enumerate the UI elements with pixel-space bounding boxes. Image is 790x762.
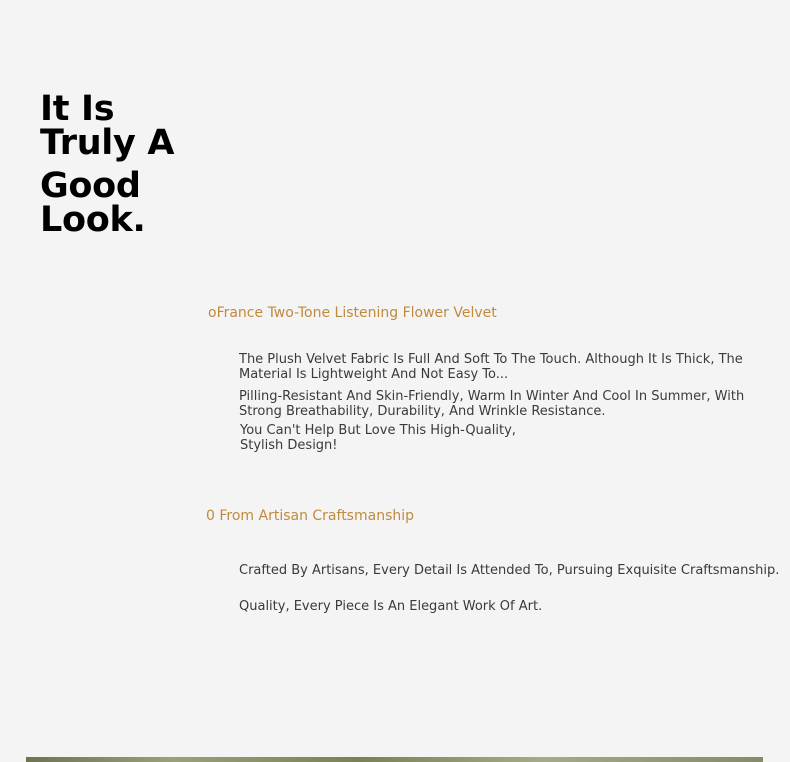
feature-paragraph-craftsmanship-detail: Crafted By Artisans, Every Detail Is Attended To, Pursuing Exquisite Craftsmanship. bbox=[239, 563, 780, 578]
feature-heading-craftsmanship: 0 From Artisan Craftsmanship bbox=[206, 508, 415, 524]
hero-title-line-2: Truly A bbox=[40, 123, 175, 163]
feature-paragraph-velvet-design: You Can't Help But Love This High-Quality, Stylish Design! bbox=[240, 423, 516, 453]
feature-paragraph-craftsmanship-quality: Quality, Every Piece Is An Elegant Work Of Art. bbox=[239, 599, 543, 614]
hero-title bbox=[40, 89, 175, 240]
feature-paragraph-velvet-durability: Pilling-Resistant And Skin-Friendly, Warm In Winter And Cool In Summer, With Strong Breathability, Durability, And Wrinkle Resistance. bbox=[239, 389, 745, 419]
hero-title-line-3: Good bbox=[40, 166, 141, 206]
feature-paragraph-velvet-softness: The Plush Velvet Fabric Is Full And Soft To The Touch. Although It Is Thick, The Material Is Lightweight And Not Easy To... bbox=[239, 352, 743, 382]
hero-title-line-4: Look. bbox=[40, 200, 146, 240]
feature-heading-velvet: oFrance Two-Tone Listening Flower Velvet bbox=[208, 305, 497, 321]
product-image bbox=[26, 757, 763, 762]
hero-title-line-1: It Is bbox=[40, 89, 115, 129]
